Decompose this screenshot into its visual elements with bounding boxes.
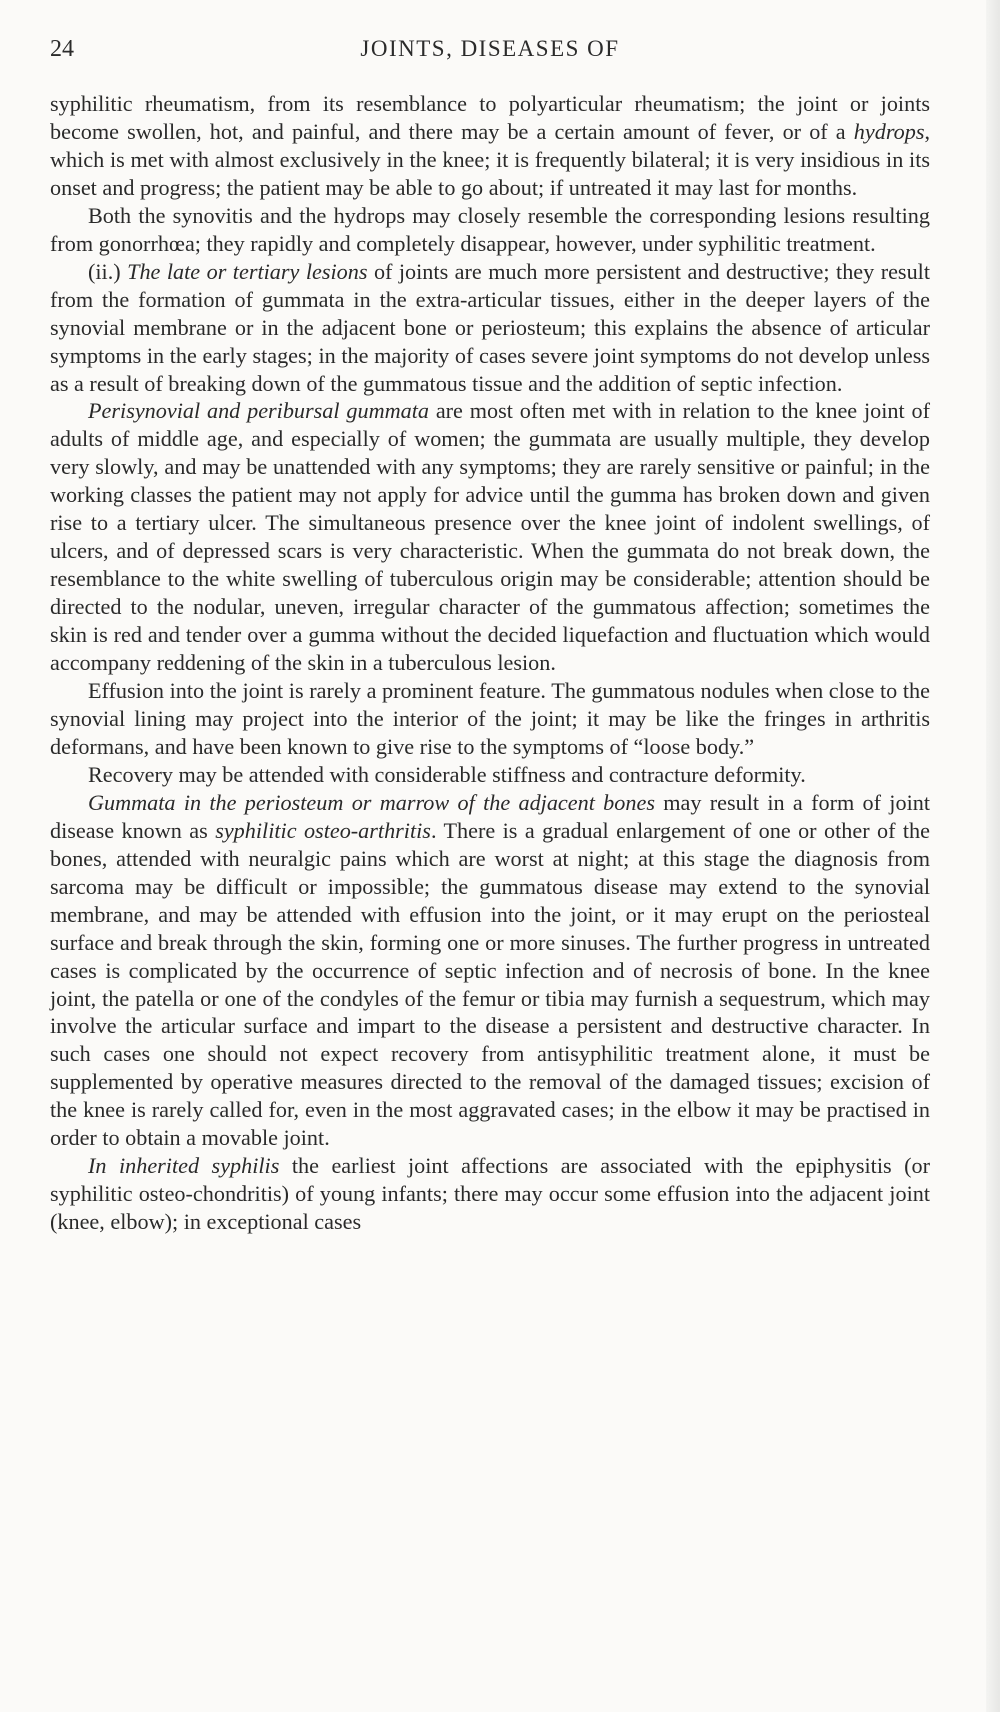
paragraph <box>50 90 930 202</box>
paragraph <box>50 761 930 789</box>
running-title: JOINTS, DISEASES OF <box>360 36 620 61</box>
italic-text: Gummata in the periosteum or marrow of the adjacent bones <box>88 789 655 815</box>
text-run: may result in a form of joint disease known as <box>50 789 930 843</box>
body-text <box>50 90 930 1236</box>
text-run: Recovery may be attended with considerable stiffness and contracture deformity. <box>88 761 806 787</box>
paragraph <box>50 1152 930 1236</box>
text-run: . There is a gradual enlargement of one or other of the bones, attended with neuralgic pains which are worst at night; at this stage the diagnosis from sarcoma may be difficult or impossible; the gummatous disease may extend to the synovial membrane, and may be attended with effusion into the joint, or it may erupt on the periosteal surface and break through the skin, forming one or more sinuses. The further progress in untreated cases is complicated by the occurrence of septic infection and of necrosis of bone. In the knee joint, the patella or one of the condyles of the femur or tibia may furnish a sequestrum, which may involve the articular surface and impart to the disease a persistent and destructive character. In such cases one should not expect recovery from antisyphilitic treatment alone, it must be supplemented by operative measures directed to the removal of the damaged tissues; excision of the knee is rarely called for, even in the most aggravated cases; in the elbow it may be practised in order to obtain a movable joint. <box>50 817 930 1151</box>
text-run: are most often met with in relation to the knee joint of adults of middle age, and especially of women; the gummata are usually multiple, they develop very slowly, and may be unattended with any symptoms; they are rarely sensitive or painful; in the working classes the patient may not apply for advice until the gumma has broken down and given rise to a tertiary ulcer. The simultaneous presence over the knee joint of indolent swellings, of ulcers, and of depressed scars is very characteristic. When the gummata do not break down, the resemblance to the white swelling of tuberculous origin may be considerable; attention should be directed to the nodular, uneven, irregular character of the gummatous affection; sometimes the skin is red and tender over a gumma without the decided liquefaction and fluctuation which would accompany reddening of the skin in a tuberculous lesion. <box>50 398 930 676</box>
paragraph <box>50 258 930 398</box>
page-number: 24 <box>50 36 74 62</box>
paragraph <box>50 202 930 258</box>
italic-text: Perisynovial and peribursal gummata <box>88 398 429 424</box>
text-run: , which is met with almost exclusively in the knee; it is frequently bilateral; it is very insidious in its onset and progress; the patient may be able to go about; if untreated it may last for months. <box>50 118 930 200</box>
text-run: of joints are much more persistent and destructive; they result from the formation of gummata in the extra-articular tissues, either in the deeper layers of the synovial membrane or in the adjacent bone or periosteum; this explains the absence of articular symptoms in the early stages; in the majority of cases severe joint symptoms do not develop unless as a result of breaking down of the gummatous tissue and the addition of septic infection. <box>50 258 930 396</box>
text-run: Effusion into the joint is rarely a prominent feature. The gummatous nodules when close to the synovial lining may project into the interior of the joint; it may be like the fringes in arthritis deformans, and have been known to give rise to the symptoms of “loose body.” <box>50 678 930 759</box>
page-header <box>50 36 930 70</box>
italic-text: The late or tertiary lesions <box>127 258 368 284</box>
text-run: syphilitic rheumatism, from its resemblance to polyarticular rheumatism; the joint or joints become swollen, hot, and painful, and there may be a certain amount of fever, or of a <box>50 91 930 144</box>
text-run: the earliest joint affections are associated with the epiphysitis (or syphilitic osteo-chondritis) of young infants; there may occur some effusion into the adjacent joint (knee, elbow); in exceptional cases <box>50 1153 930 1235</box>
text-run: Both the synovitis and the hydrops may closely resemble the corresponding lesions resulting from gonorrhœa; they rapidly and completely disappear, however, under syphilitic treatment. <box>50 202 930 256</box>
text-run: (ii.) <box>88 258 128 284</box>
paragraph <box>50 677 930 761</box>
paragraph <box>50 397 930 677</box>
italic-text: hydrops <box>853 118 925 144</box>
italic-text: syphilitic osteo-arthritis <box>215 817 431 843</box>
italic-text: In inherited syphilis <box>88 1153 280 1179</box>
paragraph <box>50 789 930 1152</box>
